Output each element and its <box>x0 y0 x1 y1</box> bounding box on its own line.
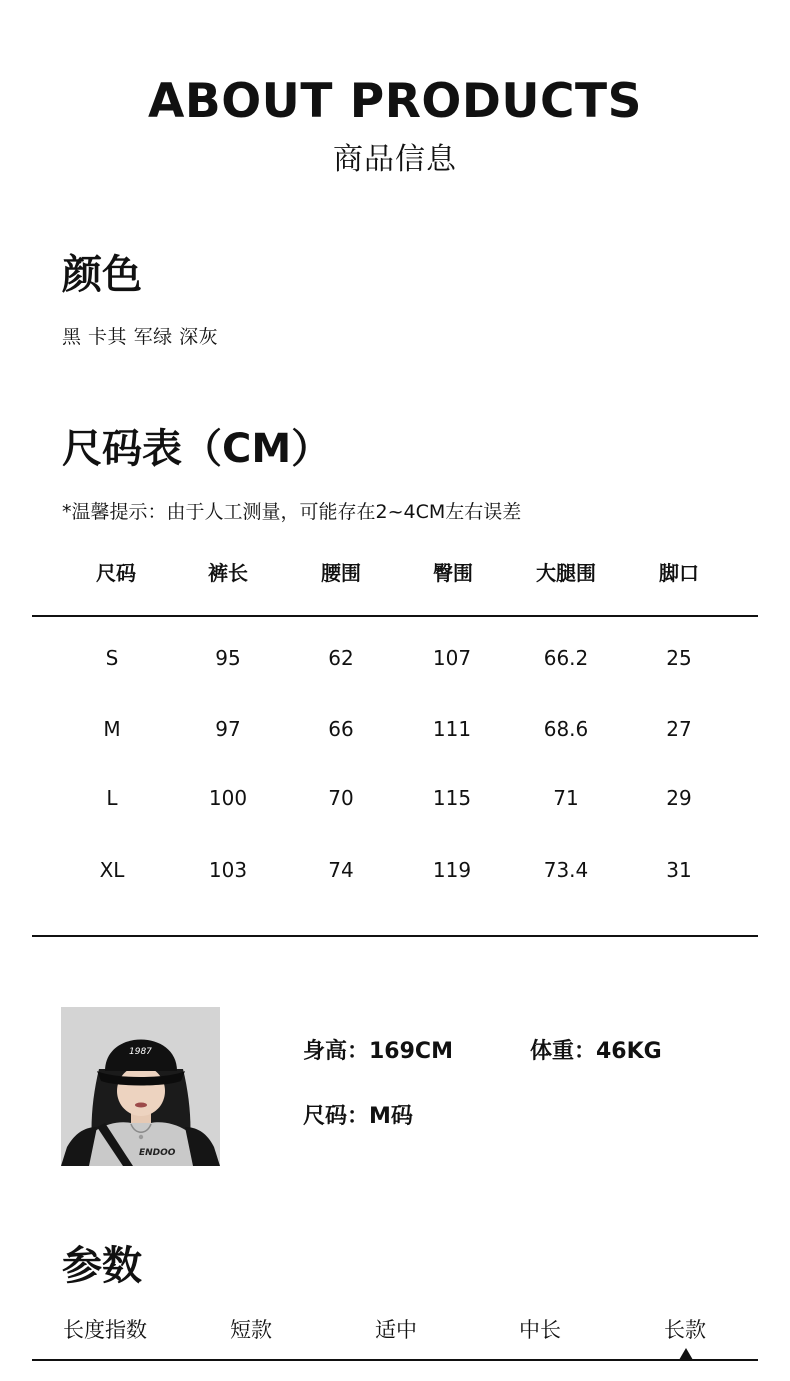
table-cell: 107 <box>432 646 472 670</box>
table-cell: 111 <box>432 717 472 741</box>
length-option-regular: 适中 <box>375 1318 417 1342</box>
table-cell: 74 <box>328 858 354 882</box>
table-cell: 66.2 <box>543 646 589 670</box>
column-header-length: 裤长 <box>208 561 248 585</box>
measurement-tip: *温馨提示：由于人工测量，可能存在2~4CM左右误差 <box>62 501 522 523</box>
shirt-print: ENDOO <box>139 1148 176 1158</box>
column-header-size: 尺码 <box>96 561 136 585</box>
page-title: ABOUT PRODUCTS <box>148 74 642 129</box>
table-cell: 27 <box>666 717 692 741</box>
table-cell: 95 <box>215 646 241 670</box>
table-cell: 71 <box>553 786 579 810</box>
table-cell: 103 <box>208 858 248 882</box>
color-options: 黑 卡其 军绿 深灰 <box>62 326 219 348</box>
params-heading: 参数 <box>62 1243 142 1289</box>
column-header-thigh: 大腿围 <box>536 561 596 585</box>
model-size: 尺码：M码 <box>303 1104 413 1129</box>
length-option-short: 短款 <box>230 1318 272 1342</box>
model-height: 身高：169CM <box>303 1039 453 1064</box>
table-bottom-divider <box>32 935 758 937</box>
table-cell: M <box>103 717 121 741</box>
page-subtitle: 商品信息 <box>333 142 457 177</box>
model-weight: 体重：46KG <box>530 1039 662 1064</box>
params-divider <box>32 1359 758 1361</box>
model-photo <box>61 1007 220 1166</box>
table-cell: 70 <box>328 786 354 810</box>
table-cell: 97 <box>215 717 241 741</box>
table-cell: 68.6 <box>543 717 589 741</box>
size-chart-heading: 尺码表（CM） <box>62 426 332 472</box>
table-cell: 25 <box>666 646 692 670</box>
table-cell: 29 <box>666 786 692 810</box>
column-header-hem: 脚口 <box>659 561 699 585</box>
length-index-label: 长度指数 <box>63 1318 147 1342</box>
colors-heading: 颜色 <box>62 252 142 298</box>
table-cell: 66 <box>328 717 354 741</box>
table-cell: 115 <box>432 786 472 810</box>
table-cell: 73.4 <box>543 858 589 882</box>
column-header-hip: 臀围 <box>433 561 473 585</box>
cap-print: 1987 <box>129 1047 152 1057</box>
table-cell: XL <box>99 858 125 882</box>
column-header-waist: 腰围 <box>321 561 361 585</box>
table-top-divider <box>32 615 758 617</box>
table-cell: 62 <box>328 646 354 670</box>
table-cell: L <box>106 786 118 810</box>
table-cell: 119 <box>432 858 472 882</box>
length-option-long: 长款 <box>664 1318 706 1342</box>
table-cell: 100 <box>208 786 248 810</box>
length-option-mid-long: 中长 <box>519 1318 561 1342</box>
table-cell: S <box>105 646 119 670</box>
table-cell: 31 <box>666 858 692 882</box>
